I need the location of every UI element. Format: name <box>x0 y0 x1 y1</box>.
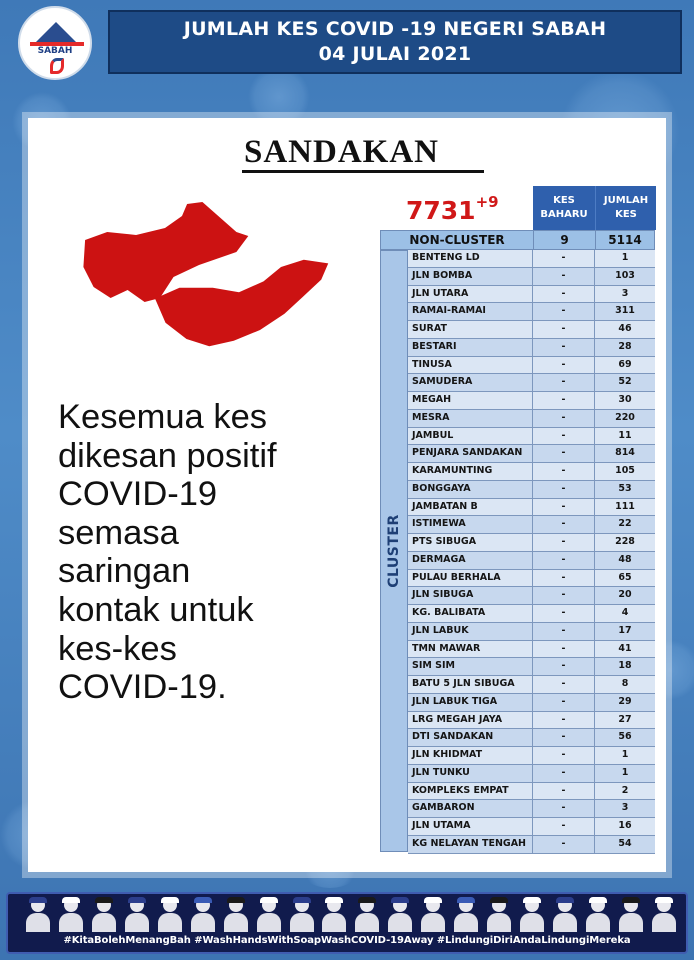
cluster-name: ISTIMEWA <box>408 516 533 533</box>
cluster-new-cases: - <box>533 641 595 658</box>
cluster-name: JLN UTAMA <box>408 818 533 835</box>
mountain-logo-icon <box>34 22 78 44</box>
frontliner-figures-icon <box>26 898 676 934</box>
cluster-name: BENTENG LD <box>408 250 533 267</box>
cluster-total-cases: 52 <box>618 376 632 388</box>
cluster-new-cases: - <box>533 800 595 817</box>
cluster-new-cases: - <box>533 605 595 622</box>
cluster-total-cases: 1 <box>621 749 629 760</box>
cluster-name: JAMBATAN B <box>408 499 533 516</box>
frontliner-figure-icon <box>257 898 281 932</box>
cluster-name: JLN LABUK <box>408 623 533 640</box>
frontliner-figure-icon <box>652 898 676 932</box>
cluster-new-cases: - <box>533 374 595 391</box>
cluster-new-cases: - <box>533 658 595 675</box>
table-row <box>408 587 655 605</box>
table-row <box>408 534 655 552</box>
cluster-new-cases: - <box>533 321 595 338</box>
table-row <box>408 658 655 676</box>
cluster-total-cases: 30 <box>618 394 632 405</box>
frontliner-figure-icon <box>59 898 83 932</box>
table-row <box>408 445 655 463</box>
cluster-total-cases: 814 <box>615 447 635 459</box>
cluster-name: KOMPLEKS EMPAT <box>408 783 533 800</box>
cluster-new-cases: - <box>533 250 595 267</box>
frontliner-figure-icon <box>290 898 314 932</box>
cluster-total-cases: 105 <box>615 465 635 476</box>
table-row <box>408 676 655 694</box>
cluster-new-cases: - <box>533 268 595 285</box>
message-line: kes-kes <box>58 629 177 668</box>
frontliner-figure-icon <box>191 898 215 932</box>
cluster-name: KARAMUNTING <box>408 463 533 480</box>
frontliner-figure-icon <box>454 898 478 932</box>
table-row <box>408 765 655 783</box>
table-row <box>408 605 655 623</box>
frontliner-figure-icon <box>158 898 182 932</box>
cluster-new-cases: - <box>533 836 595 853</box>
non-cluster-new: 9 <box>534 231 596 249</box>
cluster-total-cases: 3 <box>621 287 629 299</box>
cluster-name: JAMBUL <box>408 428 533 445</box>
message-line: COVID-19 <box>58 475 218 514</box>
frontliner-figure-icon <box>322 898 346 932</box>
swirl-logo-icon <box>50 58 64 74</box>
cluster-new-cases: - <box>533 481 595 498</box>
cluster-name: PULAU BERHALA <box>408 570 533 587</box>
frontliner-figure-icon <box>224 898 248 932</box>
cluster-total-cases: 69 <box>618 358 632 370</box>
table-row <box>408 623 655 641</box>
cluster-total-cases: 311 <box>615 305 635 317</box>
cluster-name: JLN TUNKU <box>408 765 533 782</box>
message-line: Kesemua kes <box>58 398 268 436</box>
cluster-total-cases: 111 <box>615 500 635 512</box>
table-row <box>408 481 655 499</box>
cluster-total-cases: 103 <box>615 269 635 281</box>
non-cluster-row <box>380 230 655 250</box>
report-date: 04 JULAI 2021 <box>318 43 472 65</box>
table-row <box>408 712 655 730</box>
message-line: kontak untuk <box>58 590 254 629</box>
cluster-name: KG NELAYAN TENGAH <box>408 836 533 853</box>
sabah-health-logo <box>18 6 92 80</box>
cluster-new-cases: - <box>533 534 595 551</box>
cluster-new-cases: - <box>533 357 595 374</box>
cluster-total-cases: 41 <box>618 642 632 654</box>
page-header <box>108 10 682 74</box>
table-row <box>408 818 655 836</box>
message-line: semasa <box>58 513 179 552</box>
table-row <box>408 374 655 392</box>
cluster-new-cases: - <box>533 729 595 746</box>
table-row <box>408 783 655 801</box>
cluster-total-cases: 1 <box>621 252 629 263</box>
non-cluster-total: 5114 <box>608 233 642 247</box>
cluster-name: JLN KHIDMAT <box>408 747 533 764</box>
cluster-new-cases: - <box>533 339 595 356</box>
non-cluster-label: NON-CLUSTER <box>381 231 534 249</box>
col-header-new-cases: KES BAHARU <box>533 186 595 230</box>
cluster-total-cases: 46 <box>618 323 632 334</box>
cluster-new-cases: - <box>533 747 595 764</box>
footer-hashtags: #KitaBolehMenangBah #WashHandsWithSoapWashCOVID-19Away #LindungiDiriAndaLindungiMereka <box>63 935 631 946</box>
table-row <box>408 729 655 747</box>
table-row <box>408 836 655 854</box>
frontliner-figure-icon <box>421 898 445 932</box>
table-row <box>408 428 655 446</box>
cluster-total-cases: 28 <box>618 340 632 352</box>
cluster-name: SURAT <box>408 321 533 338</box>
table-row <box>408 499 655 517</box>
cluster-name: DTI SANDAKAN <box>408 729 533 746</box>
table-row <box>408 516 655 534</box>
cluster-total-cases: 2 <box>621 784 629 796</box>
cluster-new-cases: - <box>533 516 595 533</box>
message-line: dikesan positif <box>58 436 277 475</box>
cluster-name: PENJARA SANDAKAN <box>408 445 533 462</box>
cluster-new-cases: - <box>533 623 595 640</box>
table-row <box>408 321 655 339</box>
cluster-new-cases: - <box>533 818 595 835</box>
cluster-new-cases: - <box>533 552 595 569</box>
frontliner-figure-icon <box>619 898 643 932</box>
cluster-total-cases: 16 <box>618 820 632 831</box>
frontliner-figure-icon <box>125 898 149 932</box>
frontliner-figure-icon <box>520 898 544 932</box>
cluster-total-cases: 29 <box>618 695 632 707</box>
total-new-cases: +9 <box>475 193 499 211</box>
cluster-new-cases: - <box>533 410 595 427</box>
cluster-total-cases: 8 <box>621 678 629 689</box>
cluster-table <box>408 250 655 854</box>
table-row <box>408 800 655 818</box>
cluster-new-cases: - <box>533 783 595 800</box>
info-message <box>58 398 378 707</box>
cluster-name: SAMUDERA <box>408 374 533 391</box>
cluster-name: JLN LABUK TIGA <box>408 694 533 711</box>
cluster-total-cases: 48 <box>618 553 632 565</box>
cluster-name: MEGAH <box>408 392 533 409</box>
cluster-label-text: CLUSTER <box>386 514 402 588</box>
cluster-total-cases: 54 <box>618 837 632 849</box>
district-title-underline <box>242 170 484 173</box>
cluster-new-cases: - <box>533 570 595 587</box>
table-row <box>408 392 655 410</box>
cluster-total-cases: 65 <box>618 571 632 583</box>
cluster-total-cases: 22 <box>618 518 632 530</box>
table-row <box>408 641 655 659</box>
table-row <box>408 268 655 286</box>
message-line: COVID-19. <box>58 668 227 707</box>
cluster-name: TINUSA <box>408 357 533 374</box>
table-row <box>408 286 655 304</box>
cluster-name: BONGGAYA <box>408 481 533 498</box>
cluster-name: BATU 5 JLN SIBUGA <box>408 676 533 693</box>
cluster-total-cases: 18 <box>618 660 632 672</box>
table-row <box>408 357 655 375</box>
cluster-new-cases: - <box>533 445 595 462</box>
frontliner-figure-icon <box>26 898 50 932</box>
frontliner-figure-icon <box>487 898 511 932</box>
cluster-new-cases: - <box>533 303 595 320</box>
col-header-total-cases: JUMLAH KES <box>595 186 656 230</box>
total-cases <box>406 193 499 225</box>
cluster-total-cases: 53 <box>618 482 632 494</box>
cluster-group-label <box>380 250 408 852</box>
table-row <box>408 303 655 321</box>
table-row <box>408 694 655 712</box>
cluster-new-cases: - <box>533 712 595 729</box>
district-title: SANDAKAN <box>244 134 440 170</box>
cluster-new-cases: - <box>533 587 595 604</box>
frontliner-figure-icon <box>586 898 610 932</box>
cluster-name: RAMAI-RAMAI <box>408 303 533 320</box>
footer-banner <box>6 892 688 954</box>
table-row <box>408 410 655 428</box>
table-row <box>408 552 655 570</box>
cluster-total-cases: 3 <box>621 802 629 814</box>
cluster-new-cases: - <box>533 286 595 303</box>
cluster-total-cases: 228 <box>615 536 635 547</box>
total-cases-value: 7731 <box>406 196 476 225</box>
cluster-new-cases: - <box>533 428 595 445</box>
cluster-name: LRG MEGAH JAYA <box>408 712 533 729</box>
cluster-name: DERMAGA <box>408 552 533 569</box>
cluster-name: JLN SIBUGA <box>408 587 533 604</box>
table-row <box>408 339 655 357</box>
cluster-name: KG. BALIBATA <box>408 605 533 622</box>
cluster-name: MESRA <box>408 410 533 427</box>
frontliner-figure-icon <box>355 898 379 932</box>
table-row <box>408 747 655 765</box>
cluster-new-cases: - <box>533 499 595 516</box>
cluster-name: JLN UTARA <box>408 286 533 303</box>
cluster-total-cases: 11 <box>618 429 632 441</box>
frontliner-figure-icon <box>553 898 577 932</box>
message-line: saringan <box>58 552 191 591</box>
table-row <box>408 570 655 588</box>
cluster-total-cases: 56 <box>618 731 632 743</box>
cluster-new-cases: - <box>533 765 595 782</box>
cluster-total-cases: 27 <box>618 713 632 725</box>
page-title: JUMLAH KES COVID -19 NEGERI SABAH <box>183 18 607 40</box>
cluster-total-cases: 220 <box>615 411 635 423</box>
cluster-total-cases: 1 <box>621 766 629 778</box>
cluster-total-cases: 17 <box>618 624 632 636</box>
cluster-name: JLN BOMBA <box>408 268 533 285</box>
table-row <box>408 250 655 268</box>
cluster-name: GAMBARON <box>408 800 533 817</box>
cluster-name: TMN MAWAR <box>408 641 533 658</box>
frontliner-figure-icon <box>92 898 116 932</box>
cluster-name: BESTARI <box>408 339 533 356</box>
cluster-new-cases: - <box>533 392 595 409</box>
cluster-new-cases: - <box>533 463 595 480</box>
frontliner-figure-icon <box>388 898 412 932</box>
cluster-new-cases: - <box>533 676 595 693</box>
cluster-new-cases: - <box>533 694 595 711</box>
cluster-name: SIM SIM <box>408 658 533 675</box>
logo-text: SABAH <box>37 46 73 56</box>
cluster-total-cases: 20 <box>618 589 632 601</box>
cluster-name: PTS SIBUGA <box>408 534 533 551</box>
cluster-total-cases: 4 <box>621 607 629 618</box>
table-row <box>408 463 655 481</box>
